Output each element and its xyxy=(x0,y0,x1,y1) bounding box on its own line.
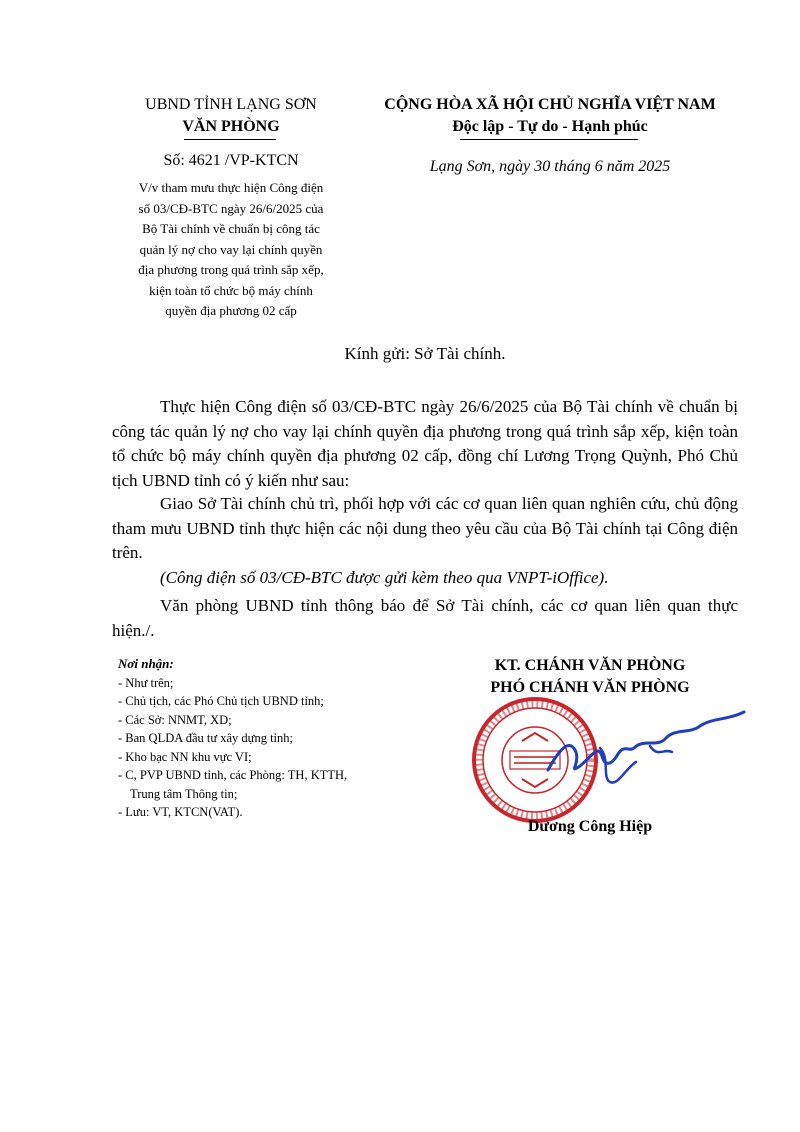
document-number: Số: 4621 /VP-KTCN xyxy=(163,152,299,169)
body-paragraph-4 xyxy=(112,594,738,643)
recipient-item: - Các Sở: NNMT, XD; xyxy=(118,712,232,727)
place-and-date: Lạng Sơn, ngày 30 tháng 6 năm 2025 xyxy=(429,158,671,175)
recipient-item: - Chủ tịch, các Phó Chủ tịch UBND tỉnh; xyxy=(118,694,324,708)
subject-line: Bộ Tài chính về chuẩn bị công tác xyxy=(142,221,320,236)
recipient-item: - Kho bạc NN khu vực VI; xyxy=(118,749,252,764)
motto-underline xyxy=(460,139,638,140)
subject-line: số 03/CĐ-BTC ngày 26/6/2025 của xyxy=(138,200,324,216)
signer-name: Dương Công Hiệp xyxy=(527,818,653,835)
recipient-item: - Ban QLDA đầu tư xây dựng tỉnh; xyxy=(118,731,293,745)
paragraph-text: Thực hiện Công điện số 03/CĐ-BTC ngày 26/6/2025 của Bộ Tài chính về chuẩn bị công tác quản lý nợ cho vay lại chính quyền địa phương trong quá trình sắp xếp, kiện toàn tổ chức bộ máy chính quyền địa phương 02 cấp, đồng chí Lương Trọng Quỳnh, Phó Chủ tịch UBND tỉnh có ý kiến như sau: xyxy=(112,397,738,490)
org-underline xyxy=(184,139,276,140)
paragraph-text: Văn phòng UBND tỉnh thông báo để Sở Tài chính, các cơ quan liên quan thực hiện./. xyxy=(112,596,738,640)
recipients-list xyxy=(118,655,388,822)
recipient-item: - Như trên; xyxy=(118,675,174,690)
addressee: Kính gửi: Sở Tài chính. xyxy=(344,344,506,363)
nation-name: CỘNG HÒA XÃ HỘI CHỦ NGHĨA VIỆT NAM xyxy=(384,96,716,113)
recipient-item: - Lưu: VT, KTCN(VAT). xyxy=(118,805,243,819)
recipient-item: Trung tâm Thông tin; xyxy=(130,786,238,801)
subject-line: V/v tham mưu thực hiện Công điện xyxy=(138,180,324,195)
subject-line: kiện toàn tổ chức bộ máy chính xyxy=(149,282,313,298)
body-paragraph-3 xyxy=(112,566,738,591)
subject-line: địa phương trong quá trình sắp xếp, xyxy=(138,262,324,277)
handwritten-signature-icon xyxy=(540,708,750,788)
body-paragraph-1 xyxy=(112,395,738,493)
recipient-item: - C, PVP UBND tỉnh, các Phòng: TH, KTTH, xyxy=(118,768,348,782)
signature-title-line-2: PHÓ CHÁNH VĂN PHÒNG xyxy=(490,679,690,696)
body-paragraph-2 xyxy=(112,492,738,566)
paragraph-text: (Công điện số 03/CĐ-BTC được gửi kèm theo qua VNPT-iOffice). xyxy=(160,568,609,587)
org-line-2: VĂN PHÒNG xyxy=(182,118,280,135)
subject-line: quyền địa phương 02 cấp xyxy=(165,303,297,318)
national-motto: Độc lập - Tự do - Hạnh phúc xyxy=(452,118,648,135)
signature-title xyxy=(440,655,740,699)
document-subject xyxy=(112,178,350,322)
signature-title-line-1: KT. CHÁNH VĂN PHÒNG xyxy=(494,657,686,674)
national-header xyxy=(360,94,740,138)
recipients-title: Nơi nhận: xyxy=(118,656,174,671)
org-line-1: UBND TỈNH LẠNG SƠN xyxy=(145,96,317,113)
issuing-organization xyxy=(112,94,350,138)
subject-line: quản lý nợ cho vay lại chính quyền xyxy=(139,241,323,257)
paragraph-text: Giao Sở Tài chính chủ trì, phối hợp với các cơ quan liên quan nghiên cứu, chủ động tham mưu UBND tỉnh thực hiện các nội dung theo yêu cầu của Bộ Tài chính tại Công điện trên. xyxy=(112,494,738,562)
